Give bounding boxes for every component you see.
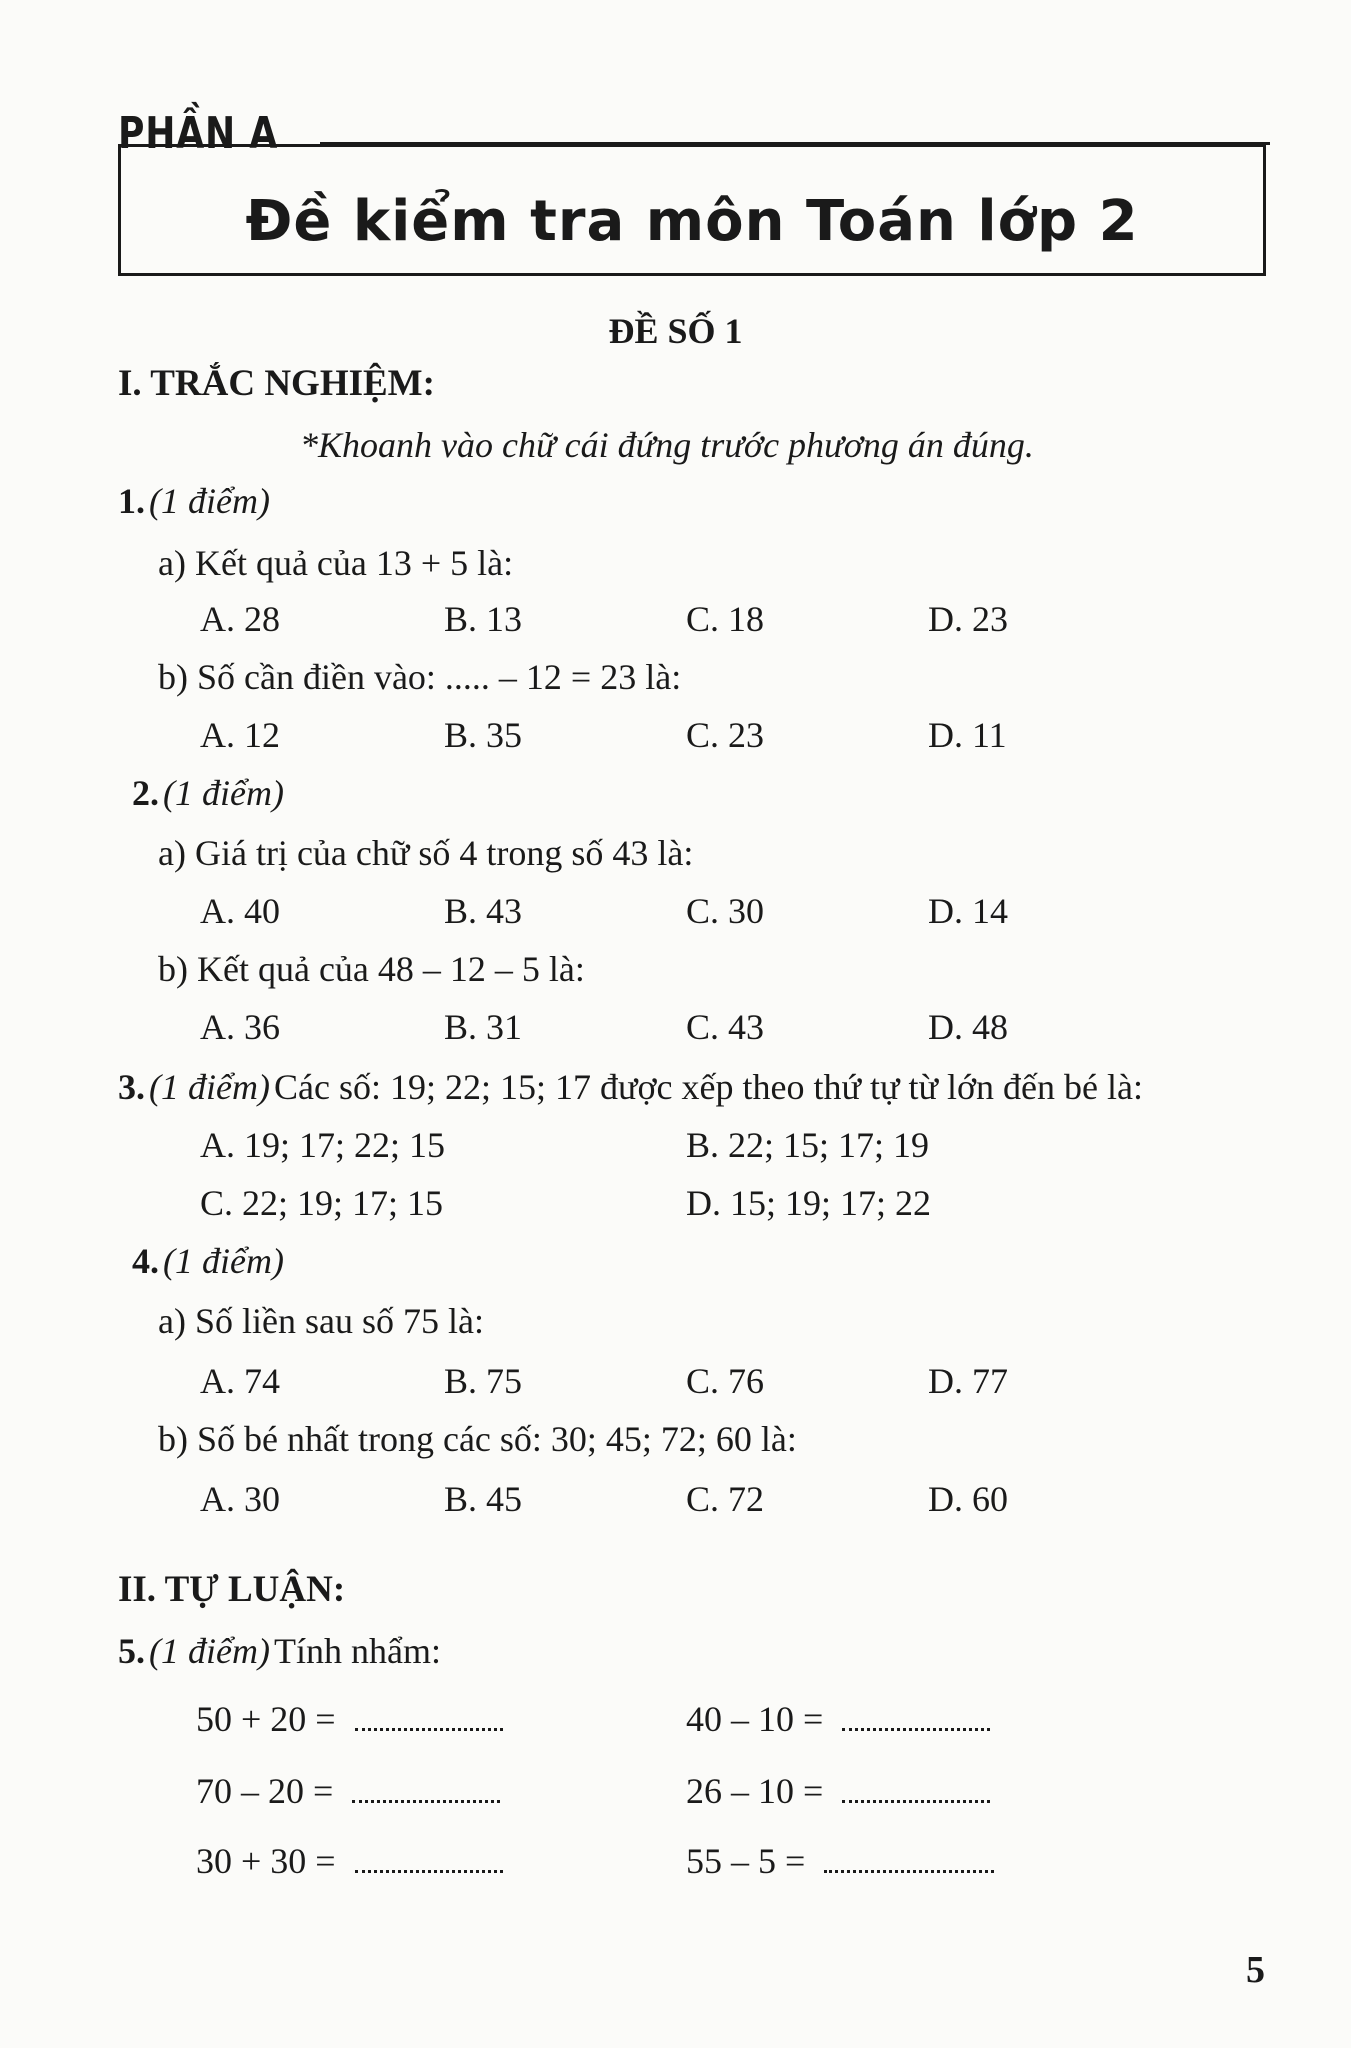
option-1b-c[interactable]: C. 23: [686, 715, 765, 755]
mental-math-item: 40 – 10 =: [686, 1698, 990, 1740]
option-2b-b[interactable]: B. 31: [444, 1007, 523, 1047]
page-title: Đề kiểm tra môn Toán lớp 2: [245, 189, 1139, 254]
question-4b-text: b) Số bé nhất trong các số: 30; 45; 72; 60 là:: [158, 1419, 797, 1459]
answer-blank[interactable]: [352, 1778, 500, 1803]
option-4b-c[interactable]: C. 72: [686, 1479, 765, 1519]
option-3-d[interactable]: D. 15; 19; 17; 22: [686, 1183, 932, 1223]
page-number: 5: [1246, 1949, 1265, 1991]
option-1a-a[interactable]: A. 28: [200, 599, 280, 639]
option-2b-a[interactable]: A. 36: [200, 1007, 280, 1047]
question-5-header: [118, 1630, 441, 1672]
answer-blank[interactable]: [824, 1848, 994, 1873]
question-points: (1 điểm): [149, 481, 270, 521]
question-2b-text: b) Kết quả của 48 – 12 – 5 là:: [158, 949, 585, 989]
option-4b-a[interactable]: A. 30: [200, 1479, 280, 1519]
option-1b-d[interactable]: D. 11: [928, 715, 1007, 755]
option-2a-b[interactable]: B. 43: [444, 891, 523, 931]
option-4a-b[interactable]: B. 75: [444, 1361, 523, 1401]
option-4a-d[interactable]: D. 77: [928, 1361, 1008, 1401]
option-1a-b[interactable]: B. 13: [444, 599, 523, 639]
question-number: 4.: [132, 1241, 159, 1281]
option-2a-d[interactable]: D. 14: [928, 891, 1008, 931]
option-3-b[interactable]: B. 22; 15; 17; 19: [686, 1125, 930, 1165]
question-1a-text: a) Kết quả của 13 + 5 là:: [158, 543, 514, 583]
section-essay-title: II. TỰ LUẬN:: [118, 1569, 346, 1610]
question-number: 2.: [132, 773, 159, 813]
section-instruction: *Khoanh vào chữ cái đứng trước phương án đúng.: [300, 425, 1034, 465]
option-2b-c[interactable]: C. 43: [686, 1007, 765, 1047]
option-3-a[interactable]: A. 19; 17; 22; 15: [200, 1125, 446, 1165]
question-2a-text: a) Giá trị của chữ số 4 trong số 43 là:: [158, 833, 694, 873]
question-2-header: [132, 772, 284, 814]
question-points: (1 điểm): [163, 773, 284, 813]
option-1a-d[interactable]: D. 23: [928, 599, 1008, 639]
question-points: (1 điểm): [149, 1631, 270, 1671]
mental-math-item: 55 – 5 =: [686, 1840, 994, 1882]
mental-math-item: 70 – 20 =: [196, 1770, 500, 1812]
option-2a-c[interactable]: C. 30: [686, 891, 765, 931]
mental-math-item: 26 – 10 =: [686, 1770, 990, 1812]
mental-math-item: 50 + 20 =: [196, 1698, 503, 1740]
question-points: (1 điểm): [149, 1067, 270, 1107]
title-box: [118, 144, 1266, 276]
option-1a-c[interactable]: C. 18: [686, 599, 765, 639]
answer-blank[interactable]: [355, 1706, 503, 1731]
option-4b-b[interactable]: B. 45: [444, 1479, 523, 1519]
question-points: (1 điểm): [163, 1241, 284, 1281]
option-3-c[interactable]: C. 22; 19; 17; 15: [200, 1183, 444, 1223]
question-number: 5.: [118, 1631, 145, 1671]
question-3-text: Các số: 19; 22; 15; 17 được xếp theo thứ tự từ lớn đến bé là:: [273, 1067, 1143, 1107]
question-number: 3.: [118, 1067, 145, 1107]
answer-blank[interactable]: [355, 1848, 503, 1873]
question-1-header: [118, 480, 270, 522]
mental-math-item: 30 + 30 =: [196, 1840, 503, 1882]
option-4a-a[interactable]: A. 74: [200, 1361, 280, 1401]
question-1b-text: b) Số cần điền vào: ..... – 12 = 23 là:: [158, 657, 682, 697]
question-4a-text: a) Số liền sau số 75 là:: [158, 1301, 484, 1341]
option-1b-b[interactable]: B. 35: [444, 715, 523, 755]
answer-blank[interactable]: [842, 1706, 990, 1731]
question-4-header: [132, 1240, 284, 1282]
exam-number: ĐỀ SỐ 1: [608, 311, 743, 351]
option-4b-d[interactable]: D. 60: [928, 1479, 1008, 1519]
option-2a-a[interactable]: A. 40: [200, 891, 280, 931]
part-label: PHẦN A: [118, 108, 279, 159]
section-multiple-choice-title: I. TRẮC NGHIỆM:: [118, 363, 435, 404]
option-2b-d[interactable]: D. 48: [928, 1007, 1008, 1047]
option-4a-c[interactable]: C. 76: [686, 1361, 765, 1401]
option-1b-a[interactable]: A. 12: [200, 715, 280, 755]
question-5-text: Tính nhẩm:: [273, 1631, 441, 1671]
answer-blank[interactable]: [842, 1778, 990, 1803]
question-3-header: [118, 1066, 1143, 1108]
question-number: 1.: [118, 481, 145, 521]
